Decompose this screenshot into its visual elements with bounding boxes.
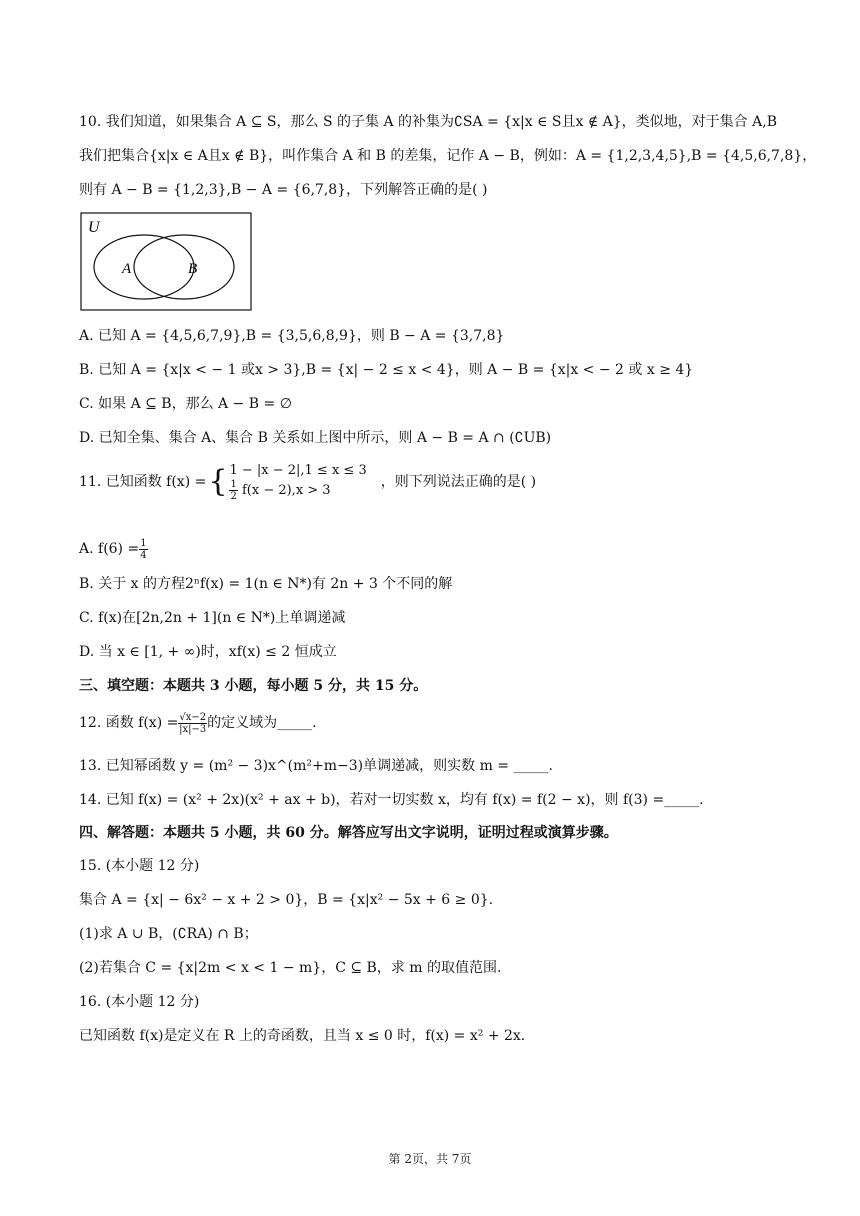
q13: 13. 已知幂函数 y = (m² − 3)x^(m²+m−3)单调递减，则实数 m = _____. <box>79 758 553 774</box>
q10-option-b: B. 已知 A = {x|x < − 1 或x > 3},B = {x| − 2 ≤ x < 4}，则 A − B = {x|x < − 2 或 x ≥ 4} <box>79 362 694 378</box>
q11-option-a-prefix: A. f(6) = <box>79 541 140 557</box>
q12-prefix: 12. 函数 f(x) = <box>79 715 179 731</box>
case2-frac-den: 2 <box>230 491 237 502</box>
venn-label-b: B <box>188 261 198 277</box>
q12 <box>79 708 317 738</box>
piecewise-brace: { <box>208 464 228 499</box>
q10-option-a: A. 已知 A = {4,5,6,7,9},B = {3,5,6,8,9}，则 B − A = {3,7,8} <box>79 328 505 344</box>
q11-stem <box>79 462 536 502</box>
set-b-circle <box>134 235 234 299</box>
piecewise-case-1: 1 − |x − 2|,1 ≤ x ≤ 3 <box>229 463 367 478</box>
opt-a-frac-num: 1 <box>140 537 147 549</box>
case2-frac-num: 1 <box>230 479 237 490</box>
page-footer: 第 2页，共 7页 <box>388 1152 472 1166</box>
case2-rest: f(x − 2),x > 3 <box>241 483 331 498</box>
case2-fraction <box>229 479 237 502</box>
q11-suffix: ，则下列说法正确的是( ) <box>380 474 537 490</box>
q15-part-2: (2)若集合 C = {x|2m < x < 1 − m}，C ⊆ B，求 m 的取值范围. <box>79 960 502 976</box>
q10-option-d: D. 已知全集、集合 A、集合 B 关系如上图中所示，则 A − B = A ∩ (∁UB) <box>79 430 552 446</box>
q16-stem: 已知函数 f(x)是定义在 R 上的奇函数，且当 x ≤ 0 时，f(x) = x² + 2x. <box>79 1028 526 1044</box>
venn-diagram <box>80 212 252 312</box>
section-3-heading: 三、填空题：本题共 3 小题，每小题 5 分，共 15 分。 <box>79 678 428 694</box>
q12-frac-num: √x−2 <box>179 711 207 723</box>
q10-line-1: 10. 我们知道，如果集合 A ⊆ S，那么 S 的子集 A 的补集为∁SA = {x|x ∈ S且x ∉ A}，类似地，对于集合 A,B <box>79 114 777 130</box>
q11-option-c: C. f(x)在[2n,2n + 1](n ∈ N*)上单调递减 <box>79 610 346 626</box>
piecewise-cases <box>229 462 366 502</box>
q16-title: 16. (本小题 12 分) <box>79 994 200 1010</box>
q11-option-a-fraction <box>139 538 147 561</box>
q14: 14. 已知 f(x) = (x² + 2x)(x² + ax + b)，若对一切实数 x，均有 f(x) = f(2 − x)，则 f(3) =_____. <box>79 792 704 808</box>
q12-suffix: 的定义域为_____. <box>207 715 317 731</box>
q12-frac-den: |x|−3 <box>179 723 207 735</box>
section-4-heading: 四、解答题：本题共 5 小题，共 60 分。解答应写出文字说明，证明过程或演算步骤。 <box>79 825 618 841</box>
piecewise-case-2 <box>229 479 366 502</box>
q10-line-3: 则有 A − B = {1,2,3},B − A = {6,7,8}，下列解答正确的是( ) <box>79 182 488 198</box>
q12-fraction <box>178 712 207 735</box>
venn-label-u: U <box>88 219 100 236</box>
q11-option-d: D. 当 x ∈ [1, + ∞)时，xf(x) ≤ 2 恒成立 <box>79 644 337 660</box>
q10-line-2: 我们把集合{x|x ∈ A且x ∉ B}，叫作集合 A 和 B 的差集，记作 A − B，例如：A = {1,2,3,4,5},B = {4,5,6,7,8}， <box>79 148 817 164</box>
q15-title: 15. (本小题 12 分) <box>79 858 200 874</box>
q15-stem: 集合 A = {x| − 6x² − x + 2 > 0}，B = {x|x² − 5x + 6 ≥ 0}. <box>79 892 494 908</box>
venn-label-a: A <box>122 261 132 277</box>
q11-option-b: B. 关于 x 的方程2ⁿf(x) = 1(n ∈ N*)有 2n + 3 个不同的解 <box>79 576 453 592</box>
q11-option-a <box>79 536 148 562</box>
q11-prefix: 11. 已知函数 f(x) = <box>79 474 207 490</box>
q15-part-1: (1)求 A ∪ B，(∁RA) ∩ B； <box>79 926 258 942</box>
q10-option-c: C. 如果 A ⊆ B，那么 A − B = ∅ <box>79 396 292 412</box>
set-a-circle <box>94 235 194 299</box>
opt-a-frac-den: 4 <box>140 549 147 561</box>
